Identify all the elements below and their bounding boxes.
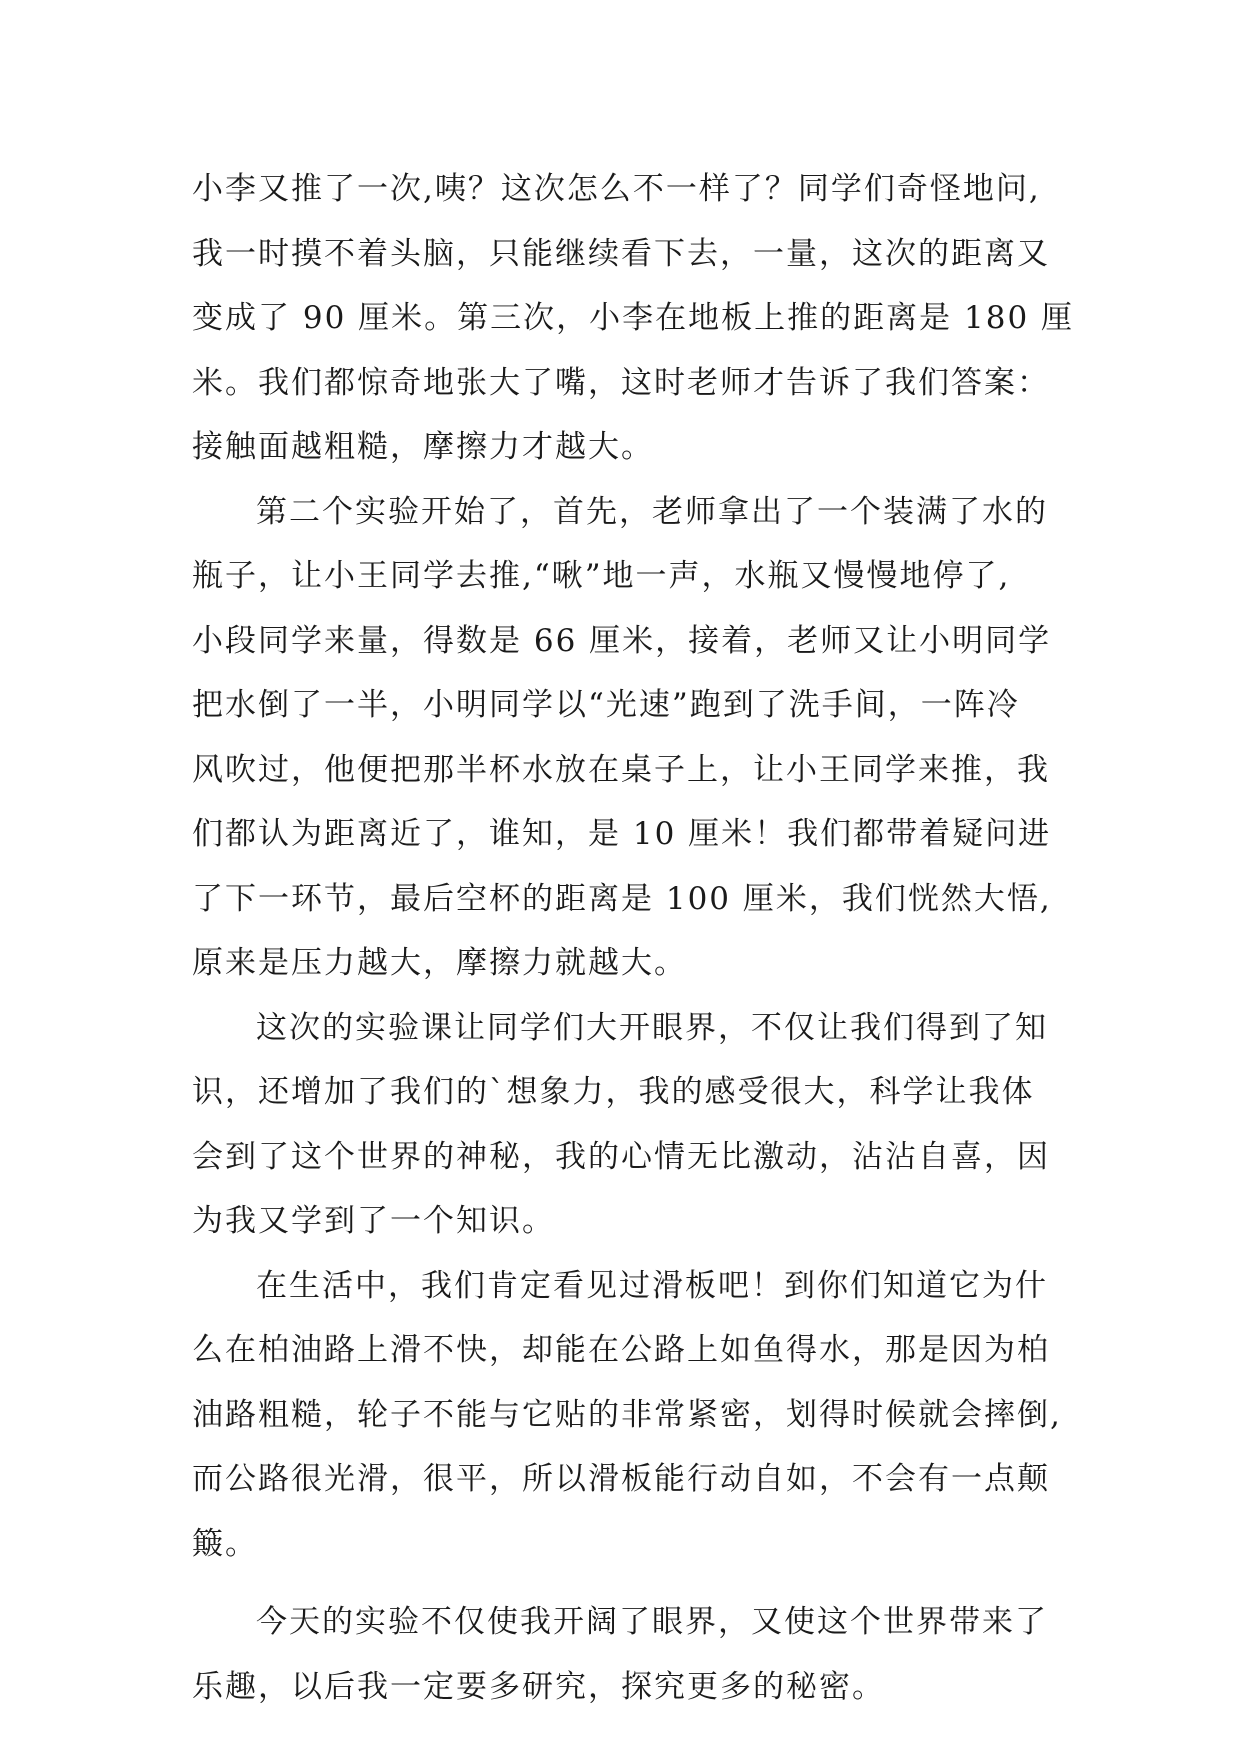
text-line: 风吹过，他便把那半杯水放在桌子上，让小王同学来推，我 [192,751,1050,788]
text-line: 而公路很光滑，很平，所以滑板能行动自如，不会有一点颠 [192,1461,1050,1497]
text-line: 我一时摸不着头脑，只能继续看下去，一量，这次的距离又 [192,235,1050,272]
paragraph-2 [192,480,1067,996]
text-line: 么在柏油路上滑不快，却能在公路上如鱼得水，那是因为柏 [192,1332,1050,1368]
text-line: 原来是压力越大，摩擦力就越大。 [192,945,687,981]
paragraph-5 [192,1590,1067,1719]
text-line: 瓶子，让小王同学去推,“啾”地一声，水瓶又慢慢地停了, [192,558,1011,594]
text-line: 簸。 [192,1525,258,1562]
text-line: 这次的实验课让同学们大开眼界，不仅让我们得到了知 [256,1009,1048,1046]
text-line: 接触面越粗糙，摩擦力才越大。 [192,429,654,465]
text-line: 在生活中，我们肯定看见过滑板吧！到你们知道它为什 [256,1267,1048,1304]
text-line: 会到了这个世界的神秘，我的心情无比激动，沾沾自喜，因 [192,1138,1050,1175]
paragraph-1 [192,157,1075,480]
text-line: 米。我们都惊奇地张大了嘴，这时老师才告诉了我们答案： [192,364,1050,401]
paragraph-4 [192,1254,1067,1577]
text-line: 今天的实验不仅使我开阔了眼界，又使这个世界带来了 [256,1604,1048,1640]
text-line: 第二个实验开始了，首先，老师拿出了一个装满了水的 [256,493,1048,530]
text-line: 油路粗糙，轮子不能与它贴的非常紧密，划得时候就会摔倒, [192,1396,1062,1433]
document-body [192,157,1075,1719]
text-line: 为我又学到了一个知识。 [192,1203,555,1239]
paragraph-3 [192,996,1067,1254]
text-line: 把水倒了一半，小明同学以“光速”跑到了洗手间，一阵冷 [192,687,1020,723]
text-line: 识，还增加了我们的`想象力，我的感受很大，科学让我体 [192,1074,1035,1110]
text-line: 了下一环节，最后空杯的距离是 100 厘米，我们恍然大悟, [192,880,1052,917]
text-line: 乐趣，以后我一定要多研究，探究更多的秘密。 [192,1668,885,1705]
text-line: 变成了 90 厘米。第三次，小李在地板上推的距离是 180 厘 [192,300,1075,336]
text-line: 小段同学来量，得数是 66 厘米，接着，老师又让小明同学 [192,622,1052,659]
text-line: 们都认为距离近了，谁知，是 10 厘米！我们都带着疑问进 [192,816,1052,852]
text-line: 小李又推了一次,咦？这次怎么不一样了？同学们奇怪地问, [192,171,1041,207]
